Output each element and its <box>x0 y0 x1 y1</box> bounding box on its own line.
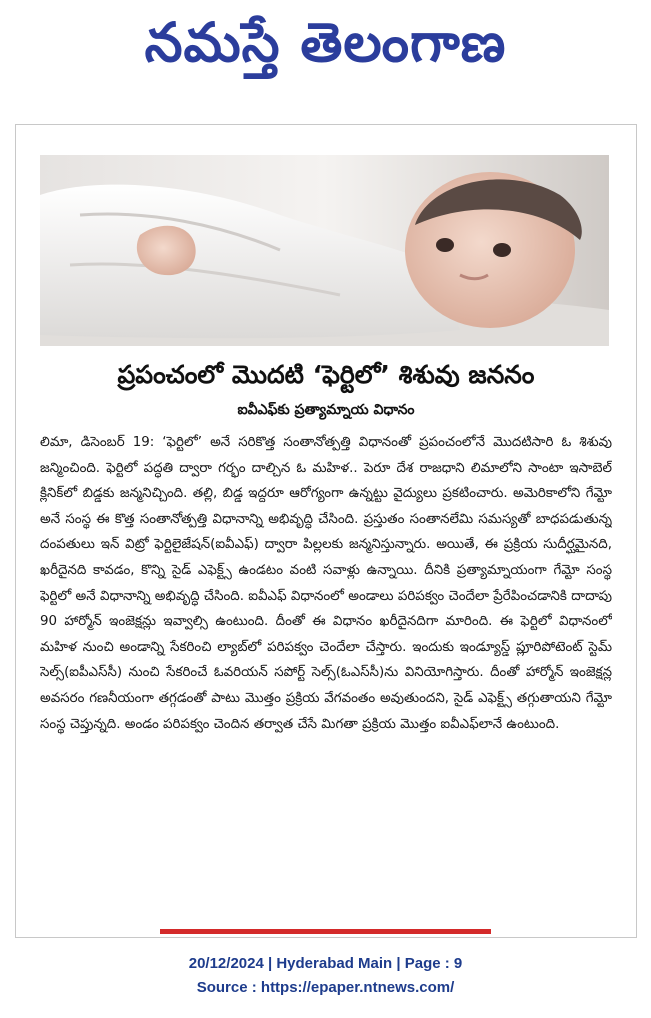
source-link[interactable]: Source : https://epaper.ntnews.com/ <box>196 979 455 996</box>
divider-bar <box>160 929 491 934</box>
article-headline: ప్రపంచంలో మొదటి ‘ఫెర్టిలో’ శిశువు జననం <box>117 360 535 389</box>
edition-info: 20/12/2024 | Hyderabad Main | Page : 9 <box>188 955 463 972</box>
newborn-baby-photo <box>40 155 609 346</box>
article-body: లిమా, డిసెంబర్ 19: ‘ఫెర్టిలో’ అనే సరికొత్త సంతానోత్పత్తి విధానంతో ప్రపంచంలోనే మొదటిసారి ఓ శిశువు జన్మించింది. ఫెర్టిలో పద్ధతి ద్వారా గర్భం దాల్చిన ఓ మహిళ.. పెరూ దేశ రాజధాని లిమాలోని సాంటా ఇసాబెల్ క్లినిక్‌లో బిడ్డకు జన్మనిచ్చింది. తల్లి, బిడ్డ ఇద్దరూ ఆరోగ్యంగా ఉన్నట్టు వైద్యులు ప్రకటించారు. అమెరికాలోని గేమ్టో అనే సంస్థ ఈ కొత్త సంతానోత్పత్తి విధానాన్ని అభివృద్ధి చేసింది. ప్రస్తుతం సంతానలేమి సమస్యతో బాధపడుతున్న దంపతులు ఇన్ విట్రో ఫెర్టిలైజేషన్(ఐవీఎఫ్) ద్వారా పిల్లలకు జన్మనిస్తున్నారు. అయితే, ఈ ప్రక్రియ సుదీర్ఘమైనది, ఖరీదైనది కావడం, కొన్ని సైడ్ ఎఫెక్ట్స్ ఉండటం వంటి సవాళ్లు ఉన్నాయి. దీనికి ప్రత్యామ్నాయంగా గేమ్టో సంస్థ ఫెర్టిలో అనే విధానాన్ని అభివృద్ధి చేసింది. ఐవీఎఫ్ విధానంలో అండాలు పరిపక్వం చెందేలా ప్రేరేపించడానికి దాదాపు 90 హార్మోన్ ఇంజెక్షన్లు ఇవ్వాల్సి ఉంటుంది. దీంతో ఈ విధానం ఖరీదైనదిగా మారింది. ఈ ఫెర్టిలో విధానంలో మహిళ నుంచి అండాన్ని సేకరించి ల్యాబ్‌లో పరిపక్వం చెందేలా చేస్తారు. ఇందుకు ఇండ్యూస్డ్ ప్లూరిపోటెంట్ స్టెమ్ సెల్స్(ఐపీఎస్‌సీ) నుంచి సేకరించే ఓవరియన్ సపోర్ట్ సెల్స్(ఓఎస్‌సీ)ను వినియోగిస్తారు. దీంతో హార్మోన్ ఇంజెక్షన్ల అవసరం గణనీయంగా తగ్గడంతో పాటు మొత్తం ప్రక్రియ వేగవంతం అవుతుందని, సైడ్ ఎఫెక్ట్స్ తగ్గుతాయని గేమ్టో సంస్థ చెప్తున్నది. అండం పరిపక్వం చెందిన తర్వాత చేసే మిగతా ప్రక్రియ మొత్తం ఐవీఎఫ్‌లానే ఉంటుంది. <box>40 435 612 732</box>
masthead <box>0 0 651 86</box>
newspaper-logo-title: నమస్తే తెలంగాణ <box>144 11 507 74</box>
baby-photo-illustration <box>40 155 609 346</box>
article-subheadline: ఐవీఎఫ్‌కు ప్రత్యామ్నాయ విధానం <box>237 402 415 418</box>
